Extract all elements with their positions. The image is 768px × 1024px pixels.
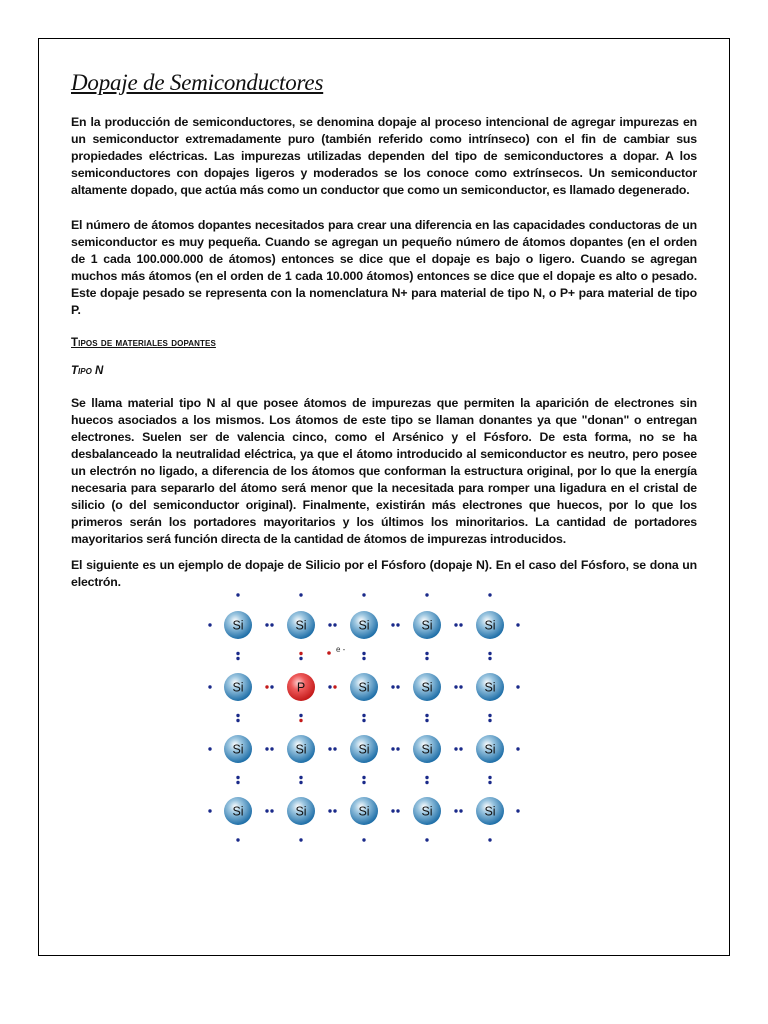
bond-electron	[299, 781, 302, 784]
phosphorus-atom	[287, 673, 315, 701]
edge-electron	[299, 838, 302, 841]
atom-label: Si	[484, 618, 496, 633]
edge-electron	[208, 685, 211, 688]
bond-electron	[454, 685, 457, 688]
edge-electron	[208, 623, 211, 626]
bond-electron	[362, 719, 365, 722]
silicon-atom	[224, 673, 252, 701]
bond-electron	[236, 776, 239, 779]
bond-electron	[488, 719, 491, 722]
free-electron-dot	[327, 651, 331, 655]
silicon-atom	[476, 797, 504, 825]
atom-label: Si	[295, 804, 307, 819]
silicon-atom	[224, 735, 252, 763]
silicon-atom	[287, 735, 315, 763]
silicon-atom	[350, 673, 378, 701]
atom-label: Si	[358, 804, 370, 819]
bond-electron	[299, 652, 302, 655]
bond-electron	[488, 714, 491, 717]
bond-electron	[459, 747, 462, 750]
atom-label: Si	[232, 804, 244, 819]
paragraph-doping-levels: El número de átomos dopantes necesitados para crear una diferencia en las capacidades conductoras de un semiconductor es muy pequeña. Cuando se agregan un pequeño número de átomos dopantes (en el orden de 1 cada 100.000.000 de átomos) entonces se dice que el dopaje es bajo o ligero. Cuando se agregan muchos más átomos (en el orden de 1 cada 10.000 átomos) entonces se dice que el dopaje es alto o pesado. Este dopaje pesado se representa con la nomenclatura N+ para material de tipo N, o P+ para material de tipo P.	[71, 218, 697, 317]
bond-electron	[333, 623, 336, 626]
bond-electron	[299, 719, 302, 722]
atom-label: Si	[232, 680, 244, 695]
bond-electron	[488, 657, 491, 660]
silicon-lattice-diagram	[195, 585, 535, 850]
edge-electron	[425, 838, 428, 841]
bond-electron	[454, 623, 457, 626]
bond-electron	[362, 657, 365, 660]
free-electron	[327, 645, 345, 655]
edge-electron	[488, 593, 491, 596]
bond-electron	[488, 781, 491, 784]
edge-electron	[208, 747, 211, 750]
free-electron-label: e -	[336, 645, 346, 654]
bond-electron	[362, 781, 365, 784]
edge-electron	[516, 685, 519, 688]
edge-electron	[362, 593, 365, 596]
bond-electron	[425, 781, 428, 784]
bond-electron	[425, 714, 428, 717]
silicon-atom	[224, 797, 252, 825]
bond-electron	[391, 685, 394, 688]
subsection-heading: Tipo N	[71, 365, 104, 377]
document-title: Dopaje de Semiconductores	[71, 70, 324, 95]
atom-label: Si	[295, 618, 307, 633]
edge-electron	[488, 838, 491, 841]
edge-electron	[236, 838, 239, 841]
bond-electron	[265, 623, 268, 626]
bond-electron	[396, 685, 399, 688]
silicon-atom	[413, 611, 441, 639]
bond-electron	[425, 652, 428, 655]
edge-electron	[299, 593, 302, 596]
edge-electron	[236, 593, 239, 596]
silicon-atom	[287, 611, 315, 639]
bond-electron	[236, 781, 239, 784]
bond-electron	[396, 809, 399, 812]
bond-electron	[333, 685, 336, 688]
edge-electron	[425, 593, 428, 596]
bond-electron	[391, 747, 394, 750]
edge-electron	[362, 838, 365, 841]
bond-electron	[236, 657, 239, 660]
bond-electron	[333, 809, 336, 812]
bond-electron	[328, 685, 331, 688]
bond-electron	[362, 776, 365, 779]
bond-electron	[265, 747, 268, 750]
atom-label: Si	[358, 742, 370, 757]
bond-electron	[425, 776, 428, 779]
section-heading: Tipos de materiales dopantes	[71, 337, 216, 349]
bond-electron	[299, 714, 302, 717]
silicon-atom	[413, 735, 441, 763]
edge-electron	[516, 623, 519, 626]
bond-electron	[265, 809, 268, 812]
bond-electron	[265, 685, 268, 688]
bond-electron	[454, 747, 457, 750]
silicon-atom	[413, 797, 441, 825]
bond-electron	[454, 809, 457, 812]
bond-electron	[391, 623, 394, 626]
edge-electron	[208, 809, 211, 812]
atom-label: Si	[358, 618, 370, 633]
silicon-atom	[350, 735, 378, 763]
silicon-atom	[350, 611, 378, 639]
bond-electron	[270, 623, 273, 626]
atom-label: Si	[484, 680, 496, 695]
atom-label: P	[296, 680, 306, 695]
atom-label: Si	[358, 680, 370, 695]
bond-electron	[270, 747, 273, 750]
bond-electron	[362, 652, 365, 655]
bond-electron	[299, 657, 302, 660]
bond-electron	[236, 652, 239, 655]
bond-electron	[425, 719, 428, 722]
atom-label: Si	[421, 804, 433, 819]
bond-electron	[236, 719, 239, 722]
paragraph-type-n: Se llama material tipo N al que posee átomos de impurezas que permiten la aparición de electrones sin huecos asociados a los mismos. Los átomos de este tipo se llaman donantes ya que "donan" o entregan electrones. Suelen ser de valencia cinco, como el Arsénico y el Fósforo. De esta forma, no se ha desbalanceado la neutralidad eléctrica, ya que el átomo introducido al semiconductor es neutro, pero posee un electrón no ligado, a diferencia de los átomos que conforman la estructura original, por lo que la energía necesaria para separarlo del átomo será menor que la necesitada para romper una ligadura en el cristal de silicio (o del semiconductor original). Finalmente, existirán más electrones que huecos, por lo que los primeros serán los portadores mayoritarios y los últimos los minoritarios. La cantidad de portadores mayoritarios será función directa de la cantidad de átomos de impurezas introducidos.	[71, 396, 697, 546]
bond-electron	[459, 685, 462, 688]
atom-label: Si	[232, 742, 244, 757]
edge-electron	[516, 747, 519, 750]
bond-electron	[488, 652, 491, 655]
bond-electron	[236, 714, 239, 717]
document-body	[71, 70, 697, 591]
silicon-atom	[287, 797, 315, 825]
silicon-atom	[476, 735, 504, 763]
silicon-atom	[413, 673, 441, 701]
bond-electron	[488, 776, 491, 779]
paragraph-example: El siguiente es un ejemplo de dopaje de Silicio por el Fósforo (dopaje N). En el caso del Fósforo, se dona un electrón.	[71, 558, 697, 589]
bond-electron	[328, 809, 331, 812]
edge-electron	[516, 809, 519, 812]
bond-electron	[396, 747, 399, 750]
bond-electron	[362, 714, 365, 717]
bond-electron	[425, 657, 428, 660]
bond-electron	[299, 776, 302, 779]
bond-electron	[270, 809, 273, 812]
silicon-atom	[476, 611, 504, 639]
bond-electron	[459, 623, 462, 626]
atom-label: Si	[295, 742, 307, 757]
silicon-atom	[224, 611, 252, 639]
bond-electron	[328, 623, 331, 626]
silicon-atom	[350, 797, 378, 825]
atom-label: Si	[232, 618, 244, 633]
atom-label: Si	[484, 804, 496, 819]
bond-electron	[328, 747, 331, 750]
paragraph-doping-definition: En la producción de semiconductores, se denomina dopaje al proceso intencional de agregar impurezas en un semiconductor extremadamente puro (también referido como intrínseco) con el fin de cambiar sus propiedades eléctricas. Las impurezas utilizadas dependen del tipo de semiconductores a dopar. A los semiconductores con dopajes ligeros y moderados se los conoce como extrínsecos. Un semiconductor altamente dopado, que actúa más como un conductor que como un semiconductor, es llamado degenerado.	[71, 115, 697, 197]
bond-electron	[396, 623, 399, 626]
bond-electron	[333, 747, 336, 750]
atom-label: Si	[421, 680, 433, 695]
atom-label: Si	[421, 618, 433, 633]
bond-electron	[459, 809, 462, 812]
silicon-atom	[476, 673, 504, 701]
bond-electron	[270, 685, 273, 688]
bond-electron	[391, 809, 394, 812]
atom-label: Si	[484, 742, 496, 757]
atom-label: Si	[421, 742, 433, 757]
